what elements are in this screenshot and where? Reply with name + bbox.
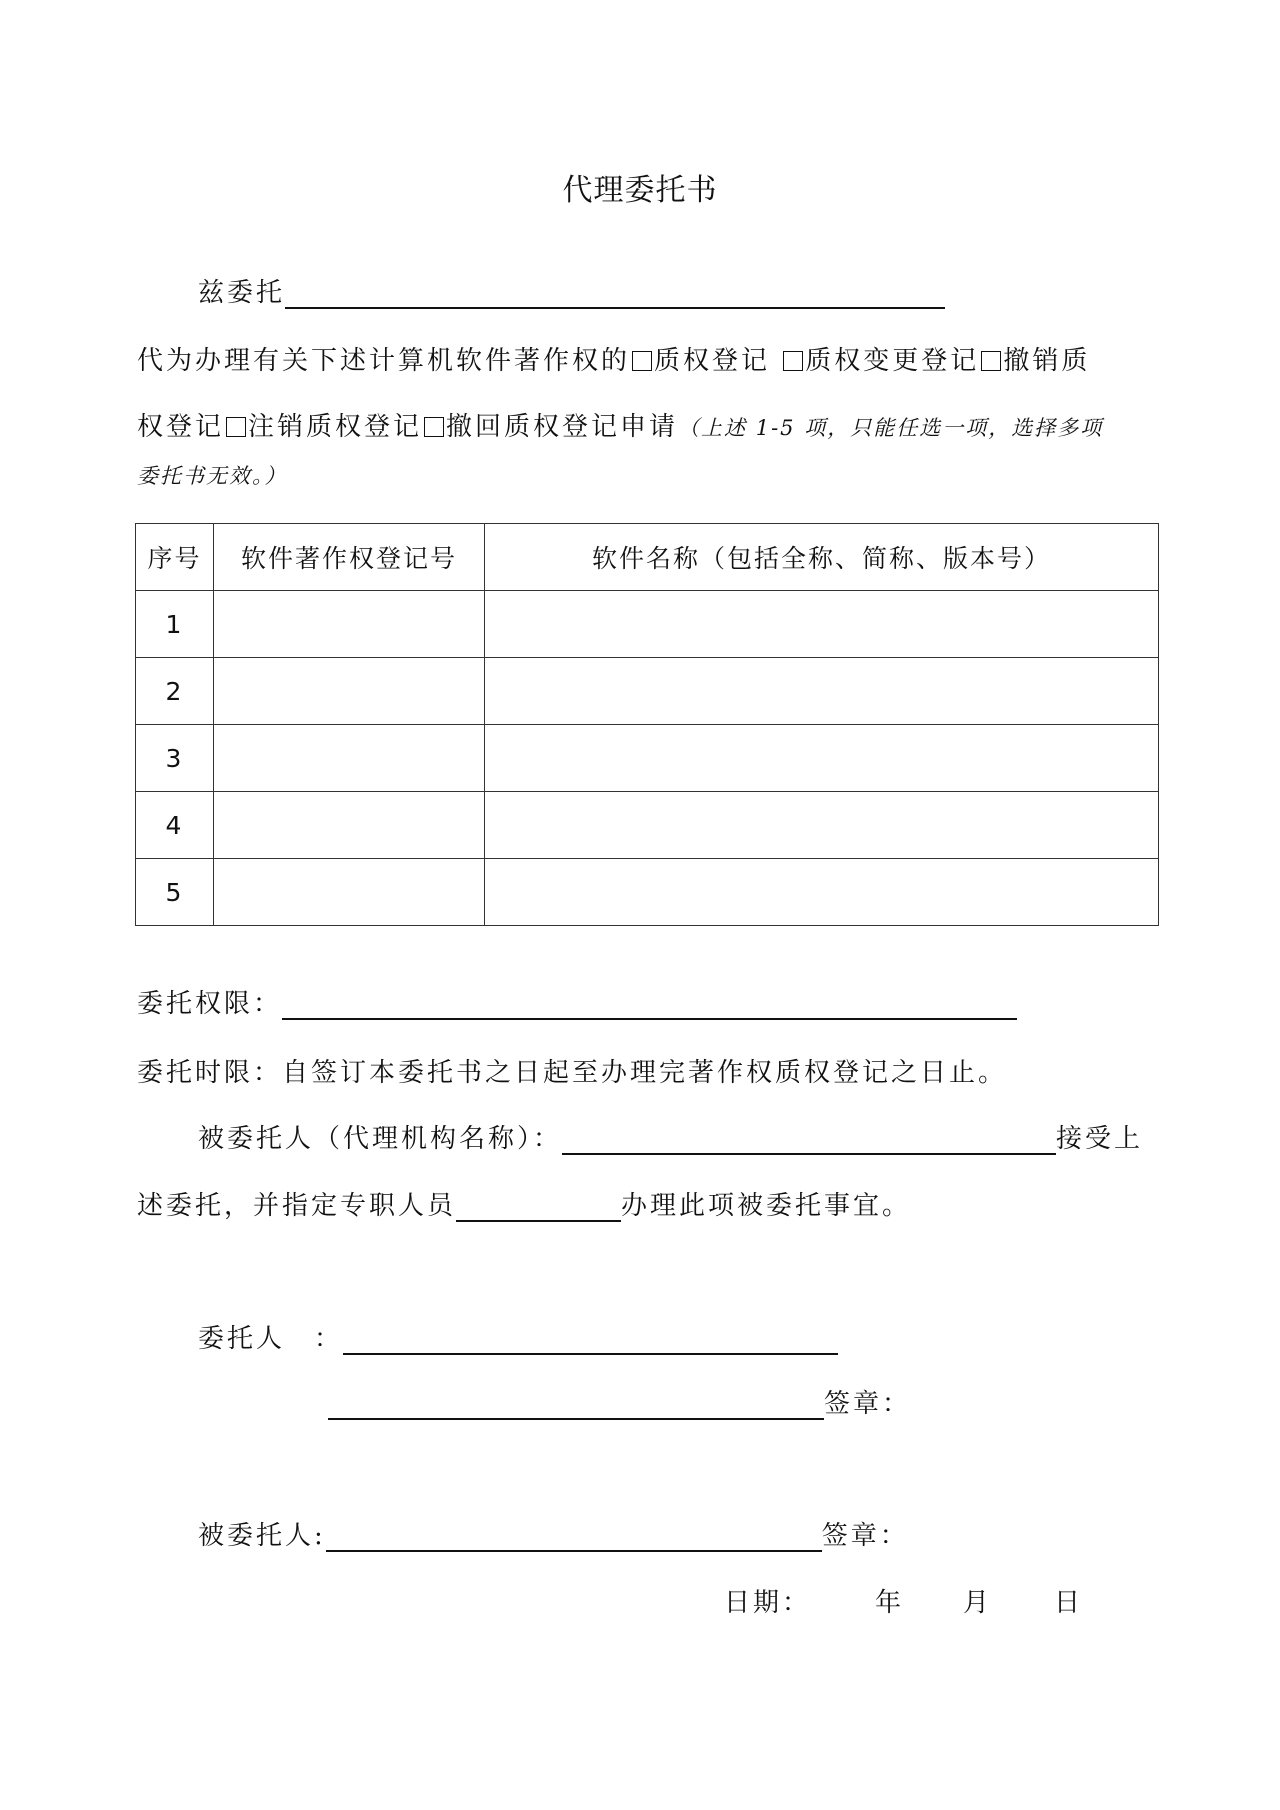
date-year: 年	[875, 1588, 905, 1618]
request-line-1	[137, 340, 1090, 377]
selection-note-b: 委托书无效。）	[137, 464, 288, 488]
principal-seal-line	[328, 1383, 911, 1420]
option-pledge-withdraw: 撤回质权登记申请	[446, 412, 679, 442]
checkbox-pledge-withdraw[interactable]	[424, 417, 444, 437]
agent-name-field[interactable]	[562, 1127, 1056, 1155]
software-name-cell[interactable]	[485, 725, 1159, 792]
software-name-cell[interactable]	[485, 658, 1159, 725]
table-row	[136, 591, 1159, 658]
request-prefix: 代为办理有关下述计算机软件著作权的	[137, 346, 631, 376]
registration-no-cell[interactable]	[214, 725, 485, 792]
table-row	[136, 859, 1159, 926]
header-index: 序号	[136, 524, 214, 591]
document-title: 代理委托书	[562, 173, 718, 208]
checkbox-pledge-change[interactable]	[783, 351, 803, 371]
software-table	[135, 523, 1159, 926]
software-name-cell[interactable]	[485, 591, 1159, 658]
principal-line	[198, 1318, 838, 1355]
authority-line	[137, 983, 1017, 1020]
software-name-cell[interactable]	[485, 859, 1159, 926]
agent-seal-label: 签章：	[821, 1521, 909, 1551]
row-index: 1	[136, 591, 214, 658]
option-pledge-revoke-a: 撤销质	[1003, 346, 1091, 376]
registration-no-cell[interactable]	[214, 591, 485, 658]
header-registration-no: 软件著作权登记号	[214, 524, 485, 591]
table-row	[136, 792, 1159, 859]
checkbox-pledge-cancel[interactable]	[226, 417, 246, 437]
principal-seal-label: 签章：	[824, 1389, 912, 1419]
authority-label: 委托权限：	[137, 989, 283, 1019]
agent-label: 被委托人（代理机构名称）：	[198, 1124, 563, 1154]
accept-text-b: 述委托，并指定专职人员	[137, 1191, 457, 1221]
principal-seal-field[interactable]	[328, 1392, 824, 1420]
agent-signature-field[interactable]	[326, 1524, 822, 1552]
header-software-name: 软件名称（包括全称、简称、版本号）	[485, 524, 1159, 591]
selection-note-a: （上述 1-5 项，只能任选一项，选择多项	[678, 416, 1104, 440]
intro-label: 兹委托	[198, 278, 286, 308]
option-pledge-revoke-b: 权登记	[137, 412, 225, 442]
agent-line-1	[198, 1118, 1143, 1155]
accept-text-a: 接受上	[1056, 1124, 1144, 1154]
row-index: 5	[136, 859, 214, 926]
request-line-2	[137, 406, 1103, 443]
agent-line-2	[137, 1185, 911, 1222]
software-name-cell[interactable]	[485, 792, 1159, 859]
option-pledge-registration: 质权登记	[654, 346, 771, 376]
intro-line	[198, 272, 945, 309]
date-day: 日	[1054, 1588, 1084, 1618]
registration-no-cell[interactable]	[214, 859, 485, 926]
date-month: 月	[963, 1588, 993, 1618]
principal-label: 委托人 ：	[198, 1324, 344, 1354]
row-index: 4	[136, 792, 214, 859]
row-index: 2	[136, 658, 214, 725]
principal-name-field[interactable]	[285, 281, 945, 309]
checkbox-pledge-revoke[interactable]	[981, 351, 1001, 371]
option-pledge-cancel: 注销质权登记	[248, 412, 423, 442]
registration-no-cell[interactable]	[214, 658, 485, 725]
registration-no-cell[interactable]	[214, 792, 485, 859]
option-pledge-change: 质权变更登记	[805, 346, 980, 376]
principal-field[interactable]	[343, 1327, 838, 1355]
checkbox-pledge-registration[interactable]	[632, 351, 652, 371]
date-label: 日期：	[724, 1588, 812, 1618]
agent-signature-label: 被委托人:	[198, 1521, 326, 1551]
table-row	[136, 658, 1159, 725]
agent-signature-line	[198, 1515, 909, 1552]
table-header-row	[136, 524, 1159, 591]
authority-field[interactable]	[282, 992, 1017, 1020]
row-index: 3	[136, 725, 214, 792]
accept-text-c: 办理此项被委托事宜。	[621, 1191, 912, 1221]
term-text: 委托时限：自签订本委托书之日起至办理完著作权质权登记之日止。	[137, 1058, 1008, 1088]
designated-staff-field[interactable]	[456, 1194, 621, 1222]
table-row	[136, 725, 1159, 792]
